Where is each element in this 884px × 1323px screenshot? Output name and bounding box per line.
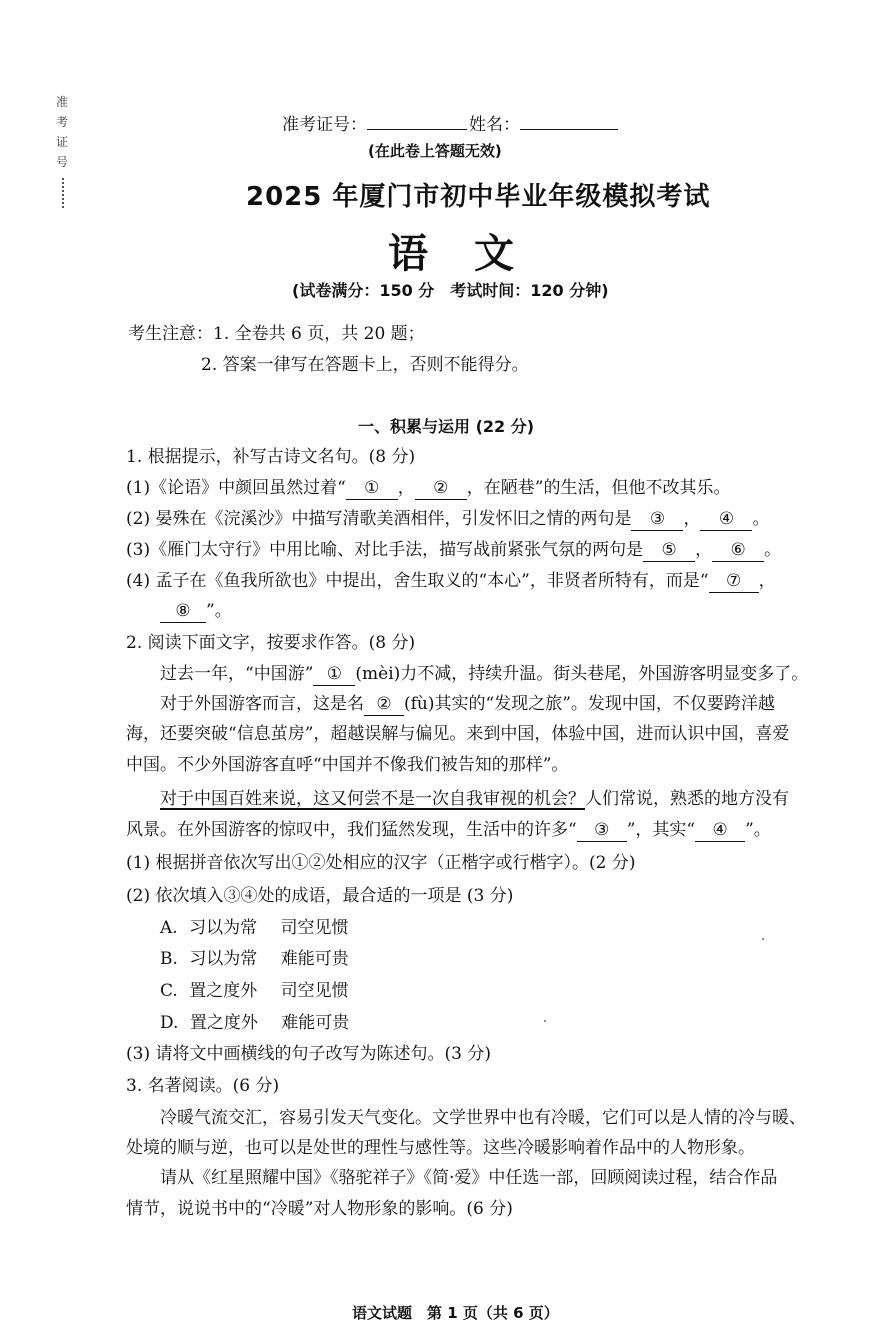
option-c (160, 980, 349, 1002)
instruction-item-1: 1. 全卷共 6 页，共 20 题； (213, 324, 425, 344)
option-c-word-2: 司空见惯 (280, 981, 349, 1001)
q2-underlined-sentence: 对于中国百姓来说，这又何尝不是一次自我审视的机会？ (160, 789, 585, 809)
q2-p2-a: 对于外国游客而言，这是名 (160, 694, 364, 714)
q1-line-1 (126, 477, 730, 500)
side-binding-mark: 准考证号 (56, 95, 69, 169)
option-c-label: C. (160, 981, 178, 1001)
instructions-line-1 (128, 323, 425, 345)
q1-2-end: 。 (752, 509, 770, 529)
q2-p6-b: ”，其实“ (626, 820, 696, 840)
q2-para-line-6 (126, 819, 771, 842)
section-1-title: 一、积累与运用 (22 分) (358, 417, 535, 436)
q2-blank-1: ① (313, 663, 355, 686)
q1-line-4b (160, 600, 232, 623)
q2-para-line-5 (160, 788, 789, 810)
page-footer: 语文试题 第 1 页（共 6 页） (352, 1304, 559, 1322)
scan-speck (762, 938, 764, 940)
option-a (160, 917, 349, 939)
q2-p6-a: 风景。在外国游客的惊叹中，我们猛然发现，生活中的许多“ (126, 820, 577, 840)
invalid-notice: (在此卷上答题无效) (368, 142, 502, 160)
option-b-label: B. (160, 949, 178, 969)
q3-stem: 3. 名著阅读。(6 分) (126, 1076, 280, 1096)
q1-3-end: 。 (764, 540, 782, 560)
option-b (160, 948, 349, 970)
q1-1-text-a: (1)《论语》中颜回虽然过着“ (126, 478, 346, 498)
q2-blank-3: ③ (577, 819, 627, 842)
q1-3-text: (3)《雁门太守行》中用比喻、对比手法，描写战前紧张气氛的两句是 (126, 540, 644, 560)
q1-1-text-b: ，在陋巷”的生活，但他不改其乐。 (466, 478, 731, 498)
q2-sub-3: (3) 请将文中画横线的句子改写为陈述句。(3 分) (126, 1044, 491, 1064)
q2-para-line-2 (160, 693, 775, 716)
candidate-name-blank (520, 129, 618, 130)
option-d-word-1: 置之度外 (189, 1013, 258, 1033)
blank-2: ② (415, 477, 467, 500)
q2-p1-a: 过去一年，“中国游” (160, 664, 314, 684)
blank-4: ④ (700, 508, 752, 531)
q1-2-sep: ， (683, 509, 701, 529)
scan-speck (544, 1020, 546, 1022)
q2-p6-c: ”。 (745, 820, 771, 840)
instruction-item-2: 2. 答案一律写在答题卡上，否则不能得分。 (201, 355, 529, 375)
q2-p2-b: (fù)其实的“发现之旅”。发现中国，不仅要跨洋越 (404, 694, 775, 714)
option-d-word-2: 难能可贵 (281, 1013, 350, 1033)
q3-para-line-1: 冷暖气流交汇，容易引发天气变化。文学世界中也有冷暖，它们可以是人情的冷与暖、 (160, 1108, 806, 1128)
option-a-word-2: 司空见惯 (280, 918, 349, 938)
subject-title: 语文 (388, 231, 560, 277)
blank-5: ⑤ (643, 539, 695, 562)
blank-1: ① (346, 477, 398, 500)
instructions-label: 考生注意： (128, 324, 213, 344)
q1-3-sep: ， (695, 540, 713, 560)
q3-para-line-4: 情节，说说书中的“冷暖”对人物形象的影响。(6 分) (126, 1199, 513, 1219)
q2-para-line-1 (160, 663, 808, 686)
q2-sub-1: (1) 根据拼音依次写出①②处相应的汉字（正楷字或行楷字）。(2 分) (126, 853, 636, 873)
option-d-label: D. (160, 1013, 179, 1033)
blank-6: ⑥ (712, 539, 764, 562)
q1-line-4 (126, 570, 776, 593)
blank-8: ⑧ (160, 600, 206, 623)
q1-line-2 (126, 508, 769, 531)
q1-stem: 1. 根据提示，补写古诗文名句。(8 分) (126, 447, 416, 467)
q2-para-line-4: 中国。不少外国游客直呼“中国并不像我们被告知的那样”。 (126, 755, 569, 775)
blank-7: ⑦ (709, 570, 759, 593)
q1-4-text: (4) 孟子在《鱼我所欲也》中提出，舍生取义的“本心”，非贤者所特有，而是“ (126, 571, 709, 591)
q1-4-sep: ， (758, 571, 776, 591)
blank-3: ③ (631, 508, 683, 531)
candidate-name-label: 姓名： (469, 115, 520, 135)
side-binding-dots (62, 178, 68, 208)
q2-blank-4: ④ (695, 819, 745, 842)
option-d (160, 1012, 349, 1034)
q3-para-line-3: 请从《红星照耀中国》《骆驼祥子》《简·爱》中任选一部，回顾阅读过程，结合作品 (160, 1168, 778, 1188)
q2-blank-2: ② (364, 693, 404, 716)
q2-stem: 2. 阅读下面文字，按要求作答。(8 分) (126, 633, 416, 653)
option-b-word-1: 习以为常 (189, 949, 258, 969)
exam-title: 2025 年厦门市初中毕业年级模拟考试 (246, 182, 711, 212)
option-a-word-1: 习以为常 (189, 918, 258, 938)
q1-line-3 (126, 539, 781, 562)
candidate-id-label: 准考证号： (282, 115, 367, 135)
q2-para-line-3: 海，还要突破“信息茧房”，超越误解与偏见。来到中国，体验中国，进而认识中国，喜爱 (126, 724, 790, 744)
candidate-info-line (282, 110, 618, 135)
option-c-word-1: 置之度外 (189, 981, 258, 1001)
q1-1-sep: ， (397, 478, 415, 498)
option-a-label: A. (160, 918, 178, 938)
q2-p5-b: 人们常说，熟悉的地方没有 (585, 789, 789, 809)
q2-sub-2: (2) 依次填入③④处的成语，最合适的一项是 (3 分) (126, 886, 514, 906)
candidate-id-blank (367, 129, 467, 130)
option-b-word-2: 难能可贵 (280, 949, 349, 969)
q3-para-line-2: 处境的顺与逆，也可以是处世的理性与感性等。这些冷暖影响着作品中的人物形象。 (126, 1138, 755, 1158)
score-time-info: (试卷满分：150 分 考试时间：120 分钟) (292, 281, 609, 300)
q1-4-close: ”。 (206, 601, 232, 621)
q1-2-text: (2) 晏殊在《浣溪沙》中描写清歌美酒相伴，引发怀旧之情的两句是 (126, 509, 632, 529)
q2-p1-b: (mèi)力不减，持续升温。街头巷尾，外国游客明显变多了。 (355, 664, 809, 684)
